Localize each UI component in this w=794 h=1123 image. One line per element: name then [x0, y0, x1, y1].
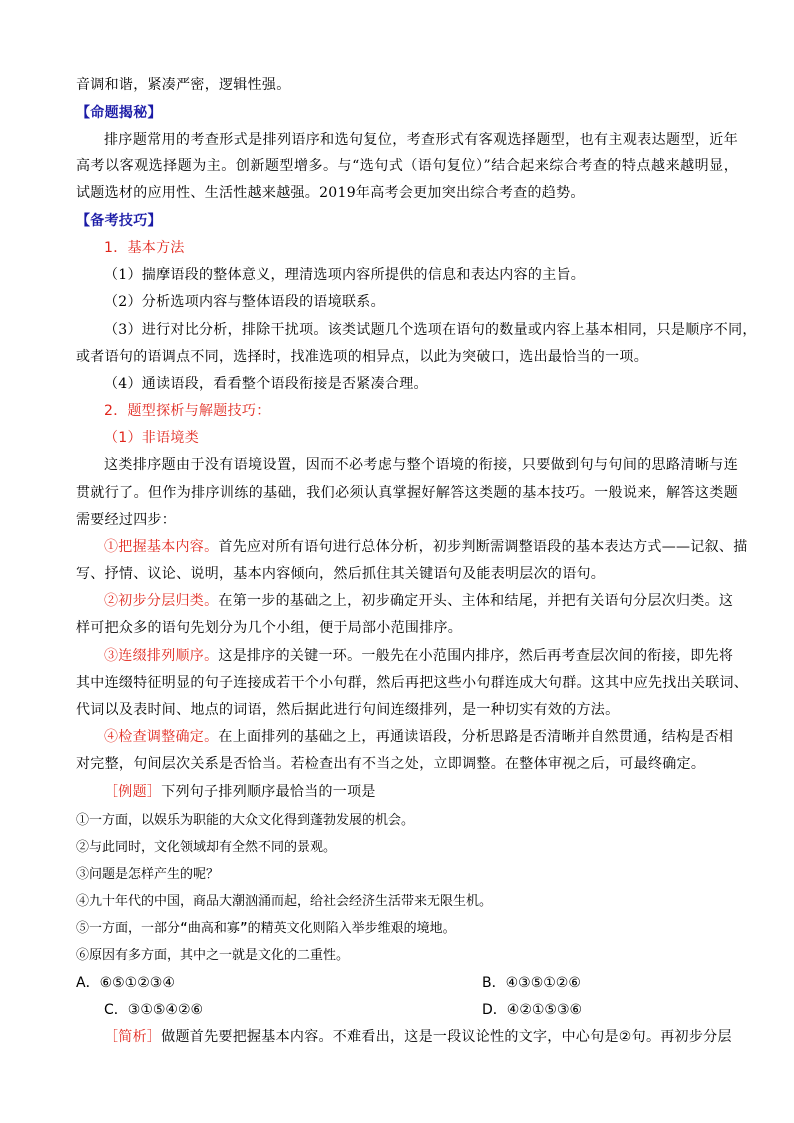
step-3-heading: ③连缀排列顺序。 — [104, 648, 219, 664]
option-b: B．④③⑤①②⑥ — [482, 975, 581, 991]
text-line: 音调和谐，紧凑严密，逻辑性强。 — [76, 77, 291, 93]
paragraph-line: 贯就行了。但作为排序训练的基础，我们必须认真掌握好解答这类题的基本技巧。一般说来，解答这类题 — [76, 485, 738, 501]
list-item-continued: 或者语句的语调点不同，选择时，找准选项的相异点，以此为突破口，选出最恰当的一项。 — [76, 349, 648, 365]
subheading-non-context: （1）非语境类 — [104, 430, 200, 446]
example-prompt: 下列句子排列顺序最恰当的一项是 — [161, 784, 376, 800]
example-sentence: ⑤一方面，一部分“曲高和寡”的精英文化则陷入举步维艰的境地。 — [76, 921, 456, 936]
paragraph-line: 排序题常用的考查形式是排列语序和选句复位，考查形式有客观选择题型，也有主观表达题型，近年 — [104, 132, 738, 148]
paragraph-line: 这类排序题由于没有语境设置，因而不必考虑与整个语境的衔接，只要做到句与句间的思路清晰与连 — [104, 457, 738, 473]
option-d: D．④②①⑤③⑥ — [482, 1002, 583, 1018]
paragraph-line: 需要经过四步： — [76, 512, 177, 528]
example-sentence: ③问题是怎样产生的呢？ — [76, 867, 220, 882]
step-3 — [104, 646, 738, 666]
example-sentence: ⑥原因有多方面，其中之一就是文化的二重性。 — [76, 948, 350, 963]
subheading-basic-method: 1．基本方法 — [104, 240, 185, 256]
step-2-text: 在第一步的基础之上，初步确定开头、主体和结尾，并把有关语句分层次归类。这 — [218, 593, 734, 609]
example-sentence: ①一方面，以娱乐为职能的大众文化得到蓬勃发展的机会。 — [76, 813, 415, 828]
option-c: C．③①⑤④②⑥ — [104, 1002, 204, 1018]
paragraph-line: 试题选材的应用性、生活性越来越强。2019年高考会更加突出综合考查的趋势。 — [76, 185, 585, 201]
paragraph-line: 代词以及表时间、地点的词语，然后据此进行句间连缀排列，是一种切实有效的方法。 — [76, 702, 620, 718]
option-a: A．⑥⑤①②③④ — [76, 975, 175, 991]
section-heading-mingti: 【命题揭秘】 — [76, 105, 162, 121]
section-heading-beikao: 【备考技巧】 — [76, 213, 162, 229]
step-1-text: 首先应对所有语句进行总体分析，初步判断需调整语段的基本表达方式——记叙、描 — [218, 539, 748, 555]
step-1 — [104, 537, 748, 557]
paragraph-line: 其中连缀特征明显的句子连接成若干个小句群，然后再把这些小句群连成大句群。这其中应先找出关联词、 — [76, 675, 749, 691]
step-3-text: 这是排序的关键一环。一般先在小范围内排序，然后再考查层次间的衔接，即先将 — [218, 648, 734, 664]
subheading-techniques: 2．题型探析与解题技巧： — [104, 403, 271, 419]
list-item: （1）揣摩语段的整体意义，理清选项内容所提供的信息和表达内容的主旨。 — [104, 267, 586, 283]
example-sentence: ④九十年代的中国，商品大潮汹涌而起，给社会经济生活带来无限生机。 — [76, 894, 493, 909]
paragraph-line: 对完整，句间层次关系是否恰当。若检查出有不当之处，立即调整。在整体审视之后，可最终确定。 — [76, 756, 706, 772]
example-label: ［例题］ — [104, 784, 162, 800]
list-item: （3）进行对比分析，排除干扰项。该类试题几个选项在语句的数量或内容上基本相同，只是顺序不同， — [104, 322, 757, 338]
analysis-label: ［简析］ — [104, 1029, 162, 1045]
analysis-line — [104, 1027, 738, 1047]
paragraph-line: 样可把众多的语句先划分为几个小组，便于局部小范围排序。 — [76, 620, 463, 636]
step-4-heading: ④检查调整确定。 — [104, 729, 219, 745]
list-item: （4）通读语段，看看整个语段衔接是否紧凑合理。 — [104, 376, 428, 392]
example-question — [104, 782, 738, 802]
paragraph-line: 写、抒情、议论、说明，基本内容倾向，然后抓住其关键语句及能表明层次的语句。 — [76, 566, 606, 582]
example-sentence: ②与此同时，文化领域却有全然不同的景观。 — [76, 840, 337, 855]
step-4-text: 在上面排列的基础之上，再通读语段，分析思路是否清晰并自然贯通，结构是否相 — [218, 729, 734, 745]
step-4 — [104, 727, 738, 747]
step-1-heading: ①把握基本内容。 — [104, 539, 219, 555]
list-item: （2）分析选项内容与整体语段的语境联系。 — [104, 294, 385, 310]
paragraph-line: 高考以客观选择题为主。创新题型增多。与“选句式（语句复位）”结合起来综合考查的特点越来越明显， — [76, 158, 738, 174]
analysis-text: 做题首先要把握基本内容。不难看出，这是一段议论性的文字，中心句是②句。再初步分层 — [161, 1029, 732, 1045]
step-2-heading: ②初步分层归类。 — [104, 593, 219, 609]
step-2 — [104, 591, 738, 611]
